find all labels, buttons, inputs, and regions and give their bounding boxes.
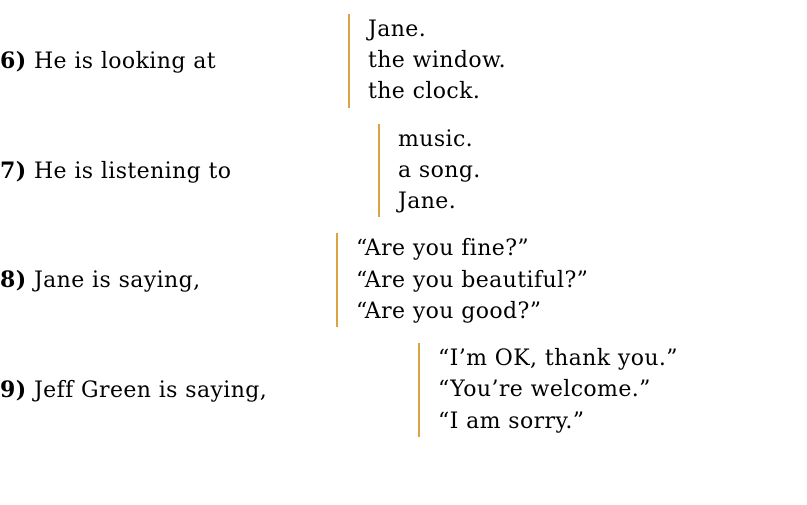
answer-option[interactable]: “Are you beautiful?” bbox=[356, 267, 589, 293]
question-text-7: He is listening to bbox=[33, 158, 232, 184]
question-number-6: 6) bbox=[0, 47, 27, 74]
answer-options-7 bbox=[380, 124, 481, 218]
question-item-8 bbox=[0, 233, 807, 327]
question-number-7: 7) bbox=[0, 157, 27, 184]
answer-option[interactable]: the clock. bbox=[368, 79, 481, 105]
question-text-9: Jeff Green is saying, bbox=[33, 377, 268, 403]
answer-option[interactable]: “Are you fine?” bbox=[356, 236, 530, 262]
question-stem-7 bbox=[0, 158, 378, 184]
question-stem-9 bbox=[0, 377, 418, 403]
answer-option[interactable]: the window. bbox=[368, 48, 507, 74]
question-text-8: Jane is saying, bbox=[33, 268, 201, 294]
answer-option[interactable]: “I am sorry.” bbox=[438, 408, 585, 434]
question-stem-6 bbox=[0, 48, 348, 74]
answer-option[interactable]: a song. bbox=[398, 157, 481, 183]
answer-options-8 bbox=[338, 233, 588, 327]
answer-option[interactable]: “I’m OK, thank you.” bbox=[438, 346, 678, 372]
answer-option[interactable]: music. bbox=[398, 126, 474, 152]
answer-options-6 bbox=[350, 14, 506, 108]
question-item-9 bbox=[0, 343, 807, 437]
answer-options-9 bbox=[420, 343, 678, 437]
question-number-9: 9) bbox=[0, 376, 27, 403]
answer-option[interactable]: “You’re welcome.” bbox=[438, 377, 651, 403]
question-item-6 bbox=[0, 14, 807, 108]
question-number-8: 8) bbox=[0, 267, 27, 294]
question-stem-8 bbox=[0, 267, 336, 293]
answer-option[interactable]: Jane. bbox=[398, 189, 457, 215]
question-text-6: He is looking at bbox=[33, 48, 216, 74]
answer-option[interactable]: “Are you good?” bbox=[356, 298, 542, 324]
answer-option[interactable]: Jane. bbox=[368, 17, 427, 42]
question-item-7 bbox=[0, 124, 807, 218]
